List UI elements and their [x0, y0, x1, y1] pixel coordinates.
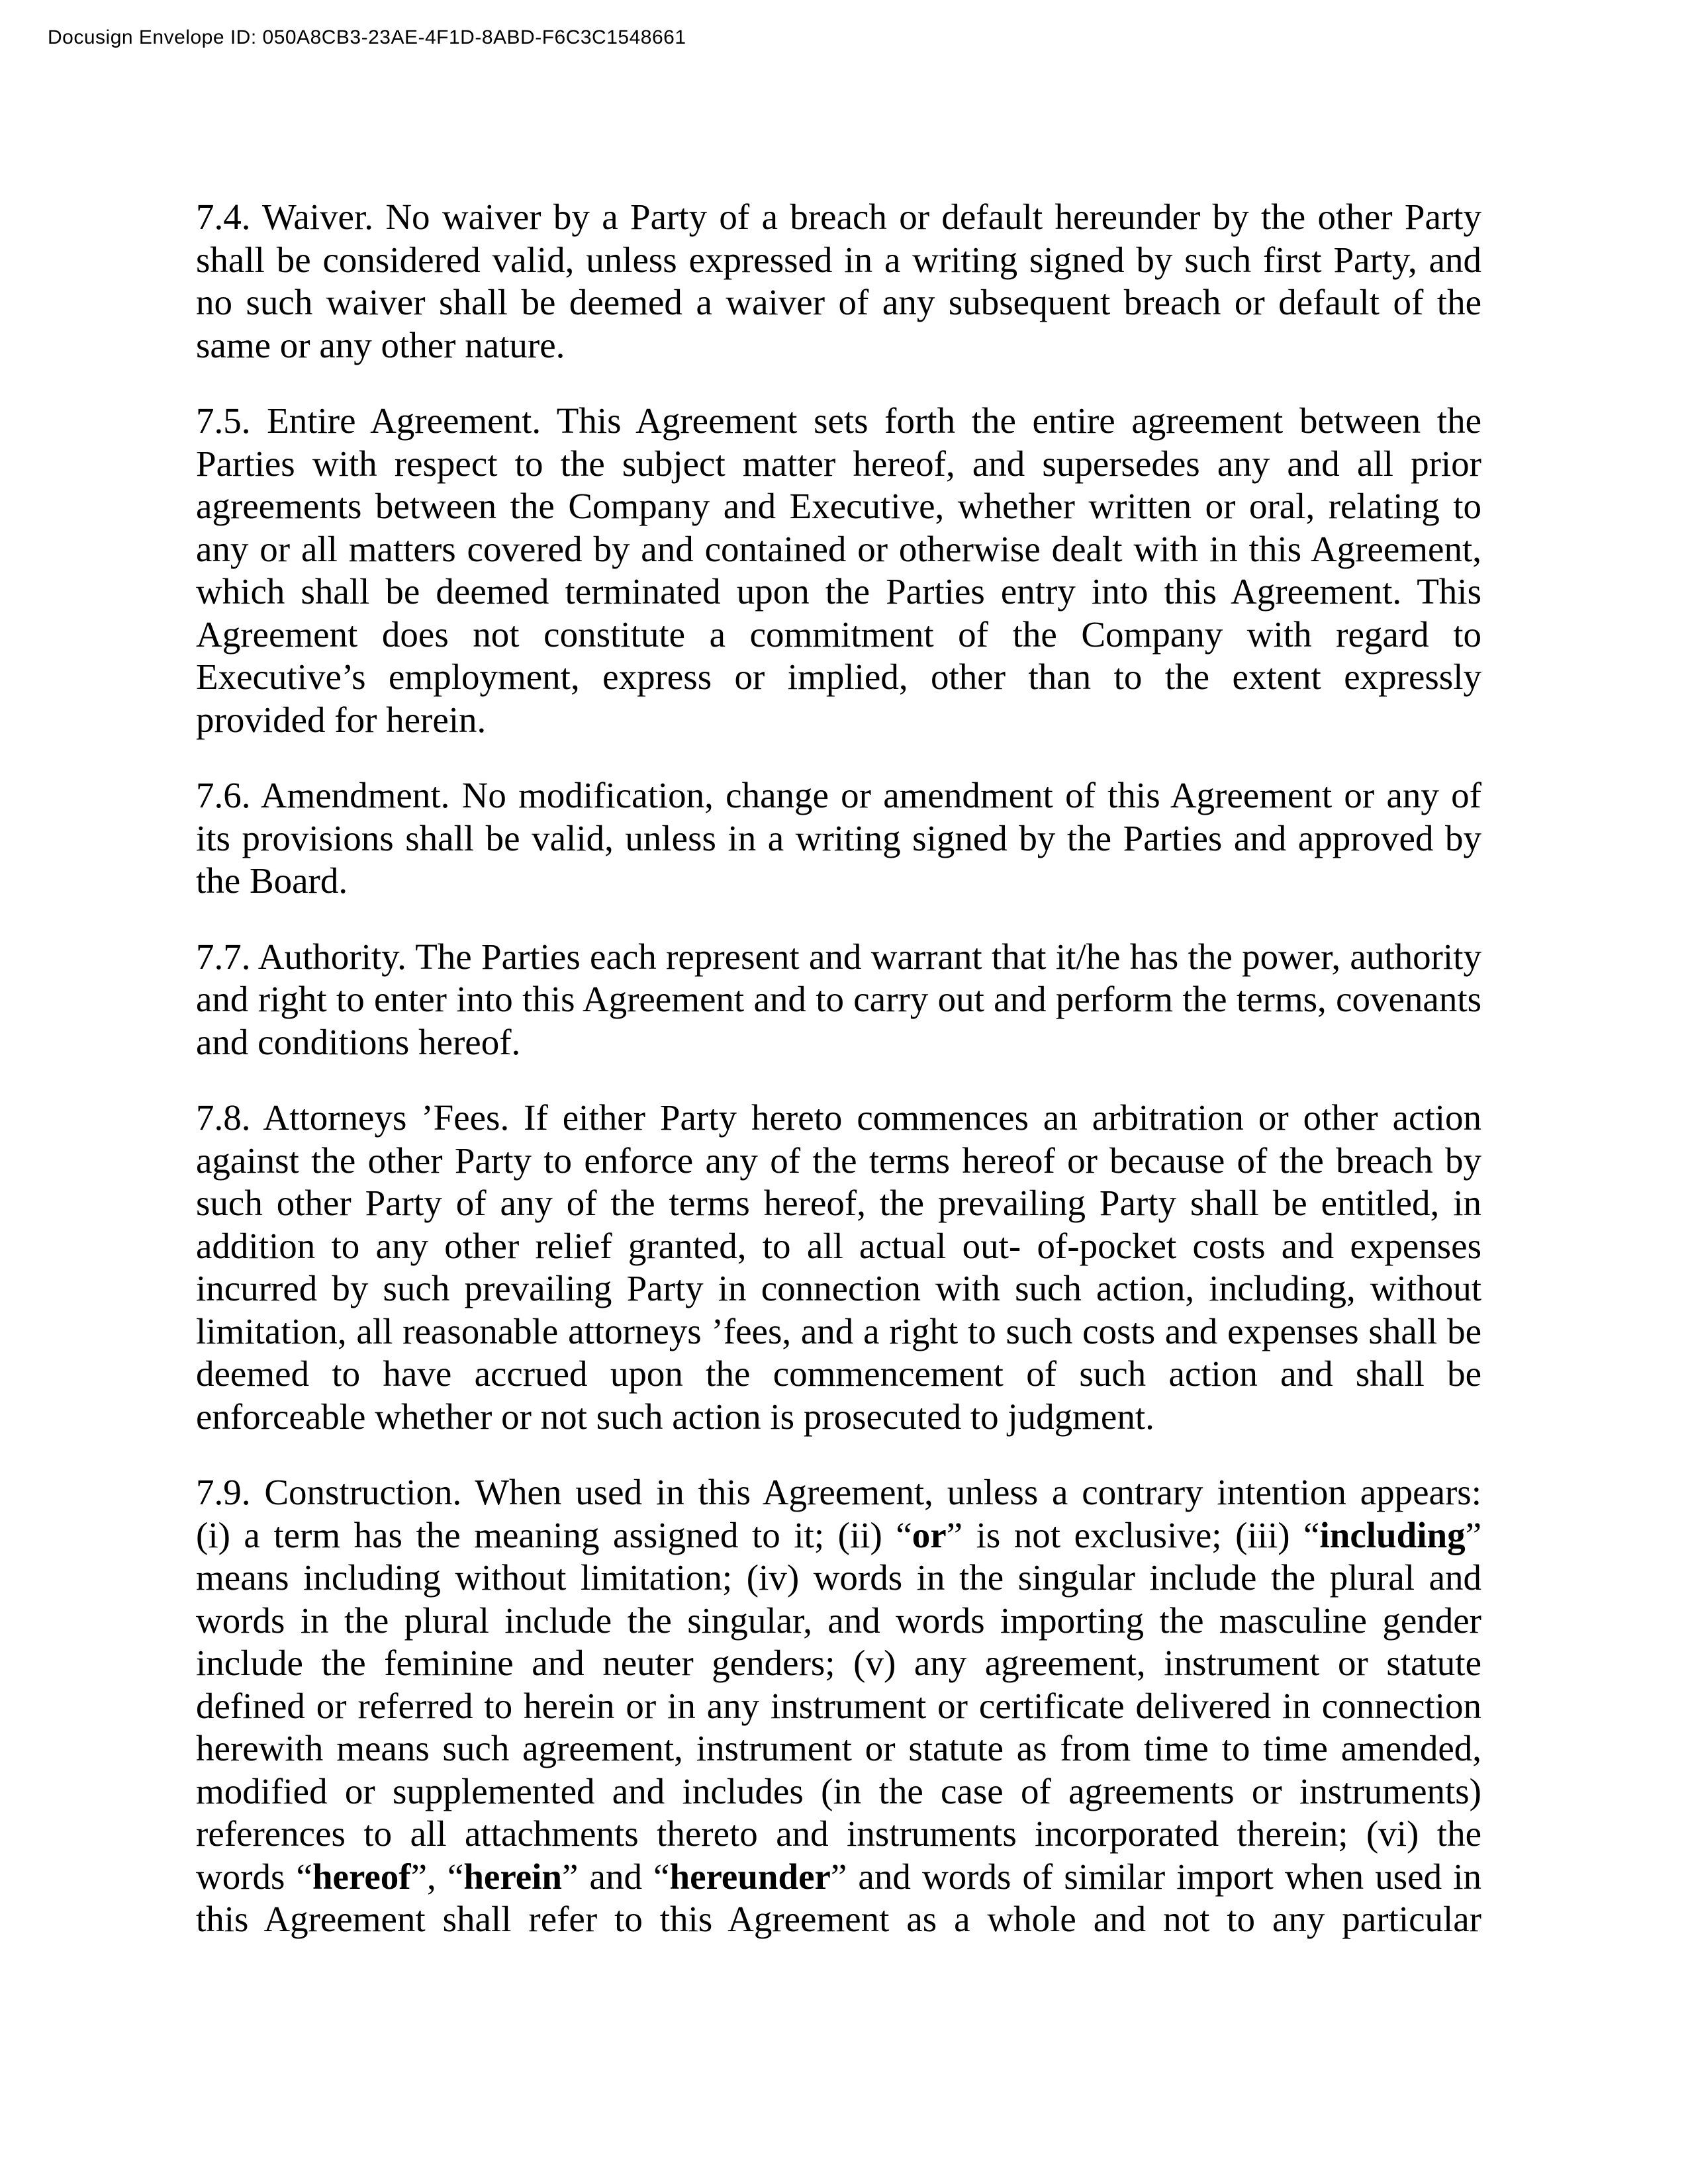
text-run: words “ — [196, 1856, 312, 1897]
text-line: shall be considered valid, unless expressed in a writing signed by such first Party, and — [196, 239, 1481, 280]
text-line: 7.8. Attorneys ’Fees. If either Party hereto commences an arbitration or other action — [196, 1097, 1481, 1138]
text-line: herewith means such agreement, instrument or statute as from time to time amended, — [196, 1728, 1481, 1768]
defined-term-hereunder: hereunder — [669, 1856, 831, 1897]
text-line: 7.4. Waiver. No waiver by a Party of a breach or default hereunder by the other Party — [196, 197, 1481, 237]
text-line: Parties with respect to the subject matter hereof, and supersedes any and all prior — [196, 443, 1481, 484]
text-line: modified or supplemented and includes (in the case of agreements or instruments) — [196, 1770, 1481, 1811]
text-line: and right to enter into this Agreement and to carry out and perform the terms, covenants — [196, 979, 1481, 1019]
text-line: Agreement does not constitute a commitment of the Company with regard to — [196, 614, 1481, 655]
text-line: 7.9. Construction. When used in this Agreement, unless a contrary intention appears: — [196, 1472, 1481, 1512]
text-line: deemed to have accrued upon the commencement of such action and shall be — [196, 1353, 1481, 1394]
text-line: limitation, all reasonable attorneys ’fees, and a right to such costs and expenses shall be — [196, 1310, 1481, 1351]
section-7-5-entire-agreement — [196, 400, 1481, 741]
document-body — [196, 196, 1481, 1941]
text-line: against the other Party to enforce any of the terms hereof or because of the breach by — [196, 1140, 1481, 1181]
text-line: 7.5. Entire Agreement. This Agreement sets forth the entire agreement between the — [196, 400, 1481, 441]
text-line: same or any other nature. — [196, 324, 565, 365]
text-line: incurred by such prevailing Party in connection with such action, including, without — [196, 1268, 1481, 1308]
text-line: this Agreement shall refer to this Agreement as a whole and not to any particular — [196, 1899, 1481, 1939]
defined-term-or: or — [912, 1514, 947, 1555]
text-line: such other Party of any of the terms hereof, the prevailing Party shall be entitled, in — [196, 1183, 1481, 1223]
text-run: (i) a term has the meaning assigned to it; (ii) “ — [196, 1514, 912, 1555]
text-line: Executive’s employment, express or implied, other than to the extent expressly — [196, 657, 1481, 697]
text-line: 7.6. Amendment. No modification, change or amendment of this Agreement or any of — [196, 775, 1481, 815]
section-7-8-attorneys-fees — [196, 1097, 1481, 1438]
text-line: agreements between the Company and Executive, whether written or oral, relating to — [196, 486, 1481, 526]
text-line: addition to any other relief granted, to all actual out- of-pocket costs and expenses — [196, 1225, 1481, 1266]
section-7-9-construction — [196, 1471, 1481, 1941]
text-line: the Board. — [196, 860, 348, 901]
text-line: include the feminine and neuter genders; (v) any agreement, instrument or statute — [196, 1643, 1481, 1683]
text-line: which shall be deemed terminated upon the Parties entry into this Agreement. This — [196, 571, 1481, 612]
text-line: references to all attachments thereto and instruments incorporated therein; (vi) the — [196, 1813, 1481, 1854]
text-line: words in the plural include the singular, and words importing the masculine gender — [196, 1600, 1481, 1641]
text-line-with-defined-terms — [196, 1856, 1481, 1899]
text-run: ” and words of similar import when used in — [830, 1856, 1481, 1897]
text-run: ” and “ — [562, 1856, 670, 1897]
text-line: means including without limitation; (iv) words in the singular include the plural and — [196, 1557, 1481, 1598]
text-line: no such waiver shall be deemed a waiver of any subsequent breach or default of the — [196, 282, 1481, 322]
text-run: ” is not exclusive; (iii) “ — [946, 1514, 1320, 1555]
text-line: 7.7. Authority. The Parties each represent and warrant that it/he has the power, authority — [196, 936, 1481, 977]
text-line: defined or referred to herein or in any instrument or certificate delivered in connection — [196, 1685, 1481, 1726]
section-7-7-authority — [196, 936, 1481, 1064]
text-line: enforceable whether or not such action is prosecuted to judgment. — [196, 1396, 1154, 1437]
text-line: its provisions shall be valid, unless in a writing signed by the Parties and approved by — [196, 817, 1481, 858]
text-run: ”, “ — [410, 1856, 464, 1897]
text-run: ” — [1465, 1514, 1481, 1555]
defined-term-hereof: hereof — [312, 1856, 411, 1897]
text-line: and conditions hereof. — [196, 1021, 521, 1062]
section-7-6-amendment — [196, 774, 1481, 903]
defined-term-herein: herein — [463, 1856, 563, 1897]
section-7-4-waiver — [196, 196, 1481, 367]
text-line-with-defined-terms — [196, 1514, 1481, 1557]
text-line: provided for herein. — [196, 699, 487, 740]
envelope-id: Docusign Envelope ID: 050A8CB3-23AE-4F1D-8ABD-F6C3C1548661 — [48, 26, 686, 48]
text-line: any or all matters covered by and contained or otherwise dealt with in this Agreement, — [196, 528, 1481, 569]
defined-term-including: including — [1319, 1514, 1466, 1555]
